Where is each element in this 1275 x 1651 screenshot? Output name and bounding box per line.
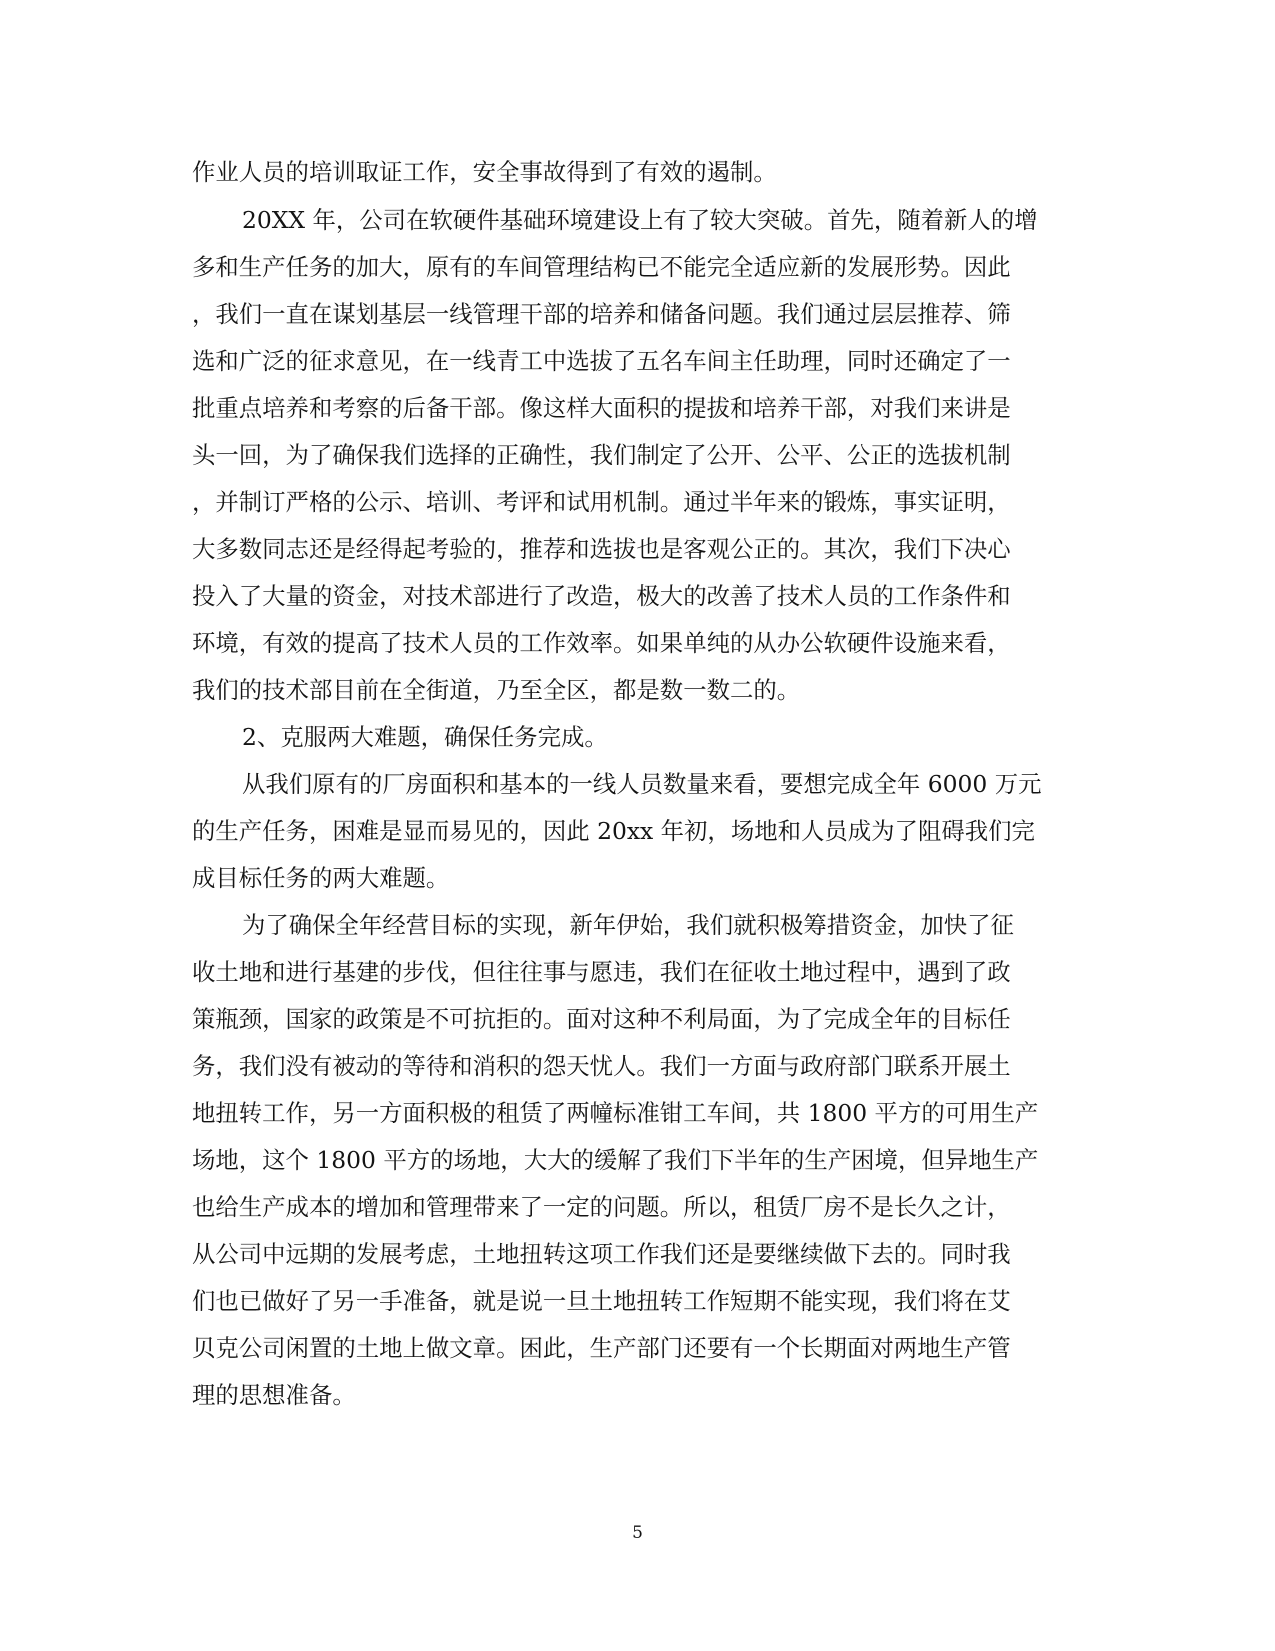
text-line: 20XX 年，公司在软硬件基础环境建设上有了较大突破。首先，随着新人的增 <box>242 206 1038 234</box>
text-line: 选和广泛的征求意见，在一线青工中选拔了五名车间主任助理，同时还确定了一 <box>192 347 1011 375</box>
text-line: 也给生产成本的增加和管理带来了一定的问题。所以，租赁厂房不是长久之计， <box>192 1193 1011 1221</box>
text-line: 策瓶颈，国家的政策是不可抗拒的。面对这种不利局面，为了完成全年的目标任 <box>192 1005 1011 1033</box>
text-line: 贝克公司闲置的土地上做文章。困此，生产部门还要有一个长期面对两地生产管 <box>192 1334 1011 1362</box>
text-line: ，并制订严格的公示、培训、考评和试用机制。通过半年来的锻炼，事实证明， <box>192 488 1011 516</box>
text-line: 多和生产任务的加大，原有的车间管理结构已不能完全适应新的发展形势。因此 <box>192 253 1011 281</box>
text-line: 从我们原有的厂房面积和基本的一线人员数量来看，要想完成全年 6000 万元 <box>242 770 1042 798</box>
page-number: 5 <box>632 1523 643 1543</box>
text-line: 地扭转工作，另一方面积极的租赁了两幢标准钳工车间，共 1800 平方的可用生产 <box>192 1099 1039 1127</box>
text-line: 务，我们没有被动的等待和消积的怨天忧人。我们一方面与政府部门联系开展土 <box>192 1052 1011 1080</box>
text-line: ，我们一直在谋划基层一线管理干部的培养和储备问题。我们通过层层推荐、筛 <box>192 300 1011 328</box>
text-line: 批重点培养和考察的后备干部。像这样大面积的提拔和培养干部，对我们来讲是 <box>192 394 1011 422</box>
text-line: 我们的技术部目前在全街道，乃至全区，都是数一数二的。 <box>192 676 801 704</box>
text-line: 作业人员的培训取证工作，安全事故得到了有效的遏制。 <box>192 158 777 186</box>
text-line: 环境，有效的提高了技术人员的工作效率。如果单纯的从办公软硬件设施来看， <box>192 629 1011 657</box>
text-line: 从公司中远期的发展考虑，土地扭转这项工作我们还是要继续做下去的。同时我 <box>192 1240 1011 1268</box>
text-line: 们也已做好了另一手准备，就是说一旦土地扭转工作短期不能实现，我们将在艾 <box>192 1287 1011 1315</box>
text-line: 的生产任务，困难是显而易见的，因此 20xx 年初，场地和人员成为了阻碍我们完 <box>192 817 1035 845</box>
text-line: 收土地和进行基建的步伐，但往往事与愿违，我们在征收土地过程中，遇到了政 <box>192 958 1011 986</box>
text-line: 大多数同志还是经得起考验的，推荐和选拔也是客观公正的。其次，我们下决心 <box>192 535 1011 563</box>
text-line: 成目标任务的两大难题。 <box>192 864 450 892</box>
text-line: 投入了大量的资金，对技术部进行了改造，极大的改善了技术人员的工作条件和 <box>192 582 1011 610</box>
text-line: 场地，这个 1800 平方的场地，大大的缓解了我们下半年的生产困境，但异地生产 <box>192 1146 1039 1174</box>
text-line: 为了确保全年经营目标的实现，新年伊始，我们就积极筹措资金，加快了征 <box>242 911 1014 939</box>
text-line: 头一回，为了确保我们选择的正确性，我们制定了公开、公平、公正的选拔机制 <box>192 441 1011 469</box>
text-line: 理的思想准备。 <box>192 1381 356 1409</box>
section-heading: 2、克服两大难题，确保任务完成。 <box>242 723 608 751</box>
